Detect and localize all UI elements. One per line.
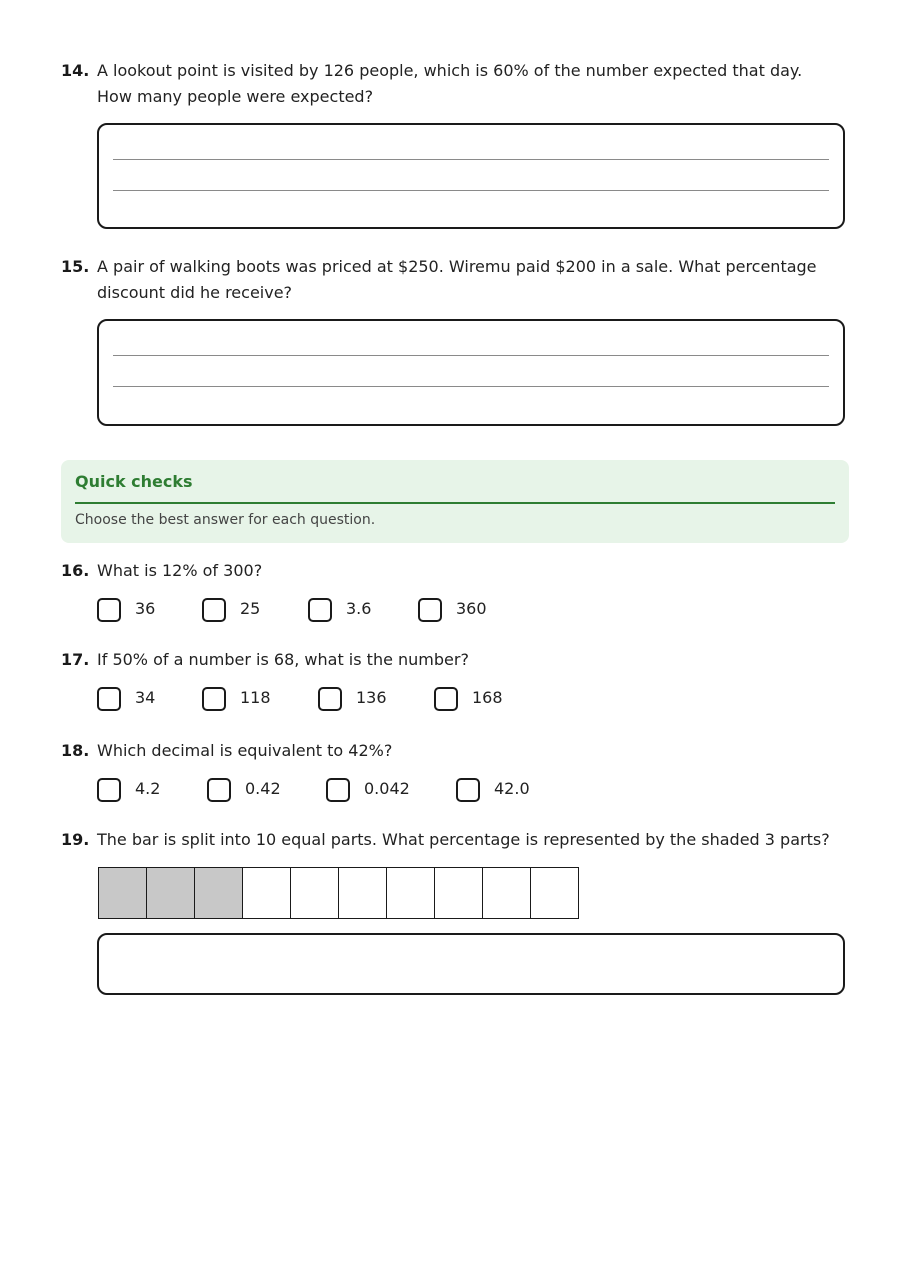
question-number: 17. xyxy=(61,650,90,669)
option-label: 36 xyxy=(135,599,156,618)
answer-line xyxy=(113,190,829,191)
checkbox[interactable] xyxy=(97,687,121,711)
quick-checks-title: Quick checks xyxy=(75,472,193,491)
bar-part xyxy=(339,867,387,919)
bar-part xyxy=(291,867,339,919)
checkbox[interactable] xyxy=(326,778,350,802)
option-label: 3.6 xyxy=(346,599,372,618)
percentage-bar xyxy=(98,867,579,919)
answer-box-15[interactable] xyxy=(97,319,845,426)
answer-box-19[interactable] xyxy=(97,933,845,995)
checkbox[interactable] xyxy=(202,687,226,711)
checkbox[interactable] xyxy=(318,687,342,711)
bar-part-shaded xyxy=(147,867,195,919)
option-label: 42.0 xyxy=(494,779,530,798)
question-text: What is 12% of 300? xyxy=(97,561,263,580)
option-label: 168 xyxy=(472,688,503,707)
question-number: 19. xyxy=(61,830,90,849)
answer-line xyxy=(113,386,829,387)
question-text: If 50% of a number is 68, what is the number? xyxy=(97,650,469,669)
checkbox[interactable] xyxy=(202,598,226,622)
question-number: 15. xyxy=(61,257,90,276)
question-text: The bar is split into 10 equal parts. What percentage is represented by the shaded 3 parts? xyxy=(97,830,830,849)
option-label: 25 xyxy=(240,599,261,618)
option-label: 360 xyxy=(456,599,487,618)
checkbox[interactable] xyxy=(97,598,121,622)
bar-part xyxy=(531,867,579,919)
answer-line xyxy=(113,159,829,160)
checkbox[interactable] xyxy=(97,778,121,802)
bar-part xyxy=(435,867,483,919)
option-label: 136 xyxy=(356,688,387,707)
answer-line xyxy=(113,355,829,356)
divider xyxy=(75,502,835,504)
checkbox[interactable] xyxy=(308,598,332,622)
bar-part xyxy=(387,867,435,919)
question-number: 16. xyxy=(61,561,90,580)
checkbox[interactable] xyxy=(207,778,231,802)
option-label: 34 xyxy=(135,688,156,707)
checkbox[interactable] xyxy=(434,687,458,711)
question-text: A lookout point is visited by 126 people, which is 60% of the number expected that day. How many people were expected? xyxy=(97,61,803,106)
option-label: 4.2 xyxy=(135,779,161,798)
bar-part xyxy=(243,867,291,919)
option-label: 0.42 xyxy=(245,779,281,798)
option-label: 118 xyxy=(240,688,271,707)
option-label: 0.042 xyxy=(364,779,410,798)
answer-box-14[interactable] xyxy=(97,123,845,229)
checkbox[interactable] xyxy=(418,598,442,622)
question-text: Which decimal is equivalent to 42%? xyxy=(97,741,393,760)
bar-part xyxy=(483,867,531,919)
question-number: 14. xyxy=(61,61,90,80)
question-text: A pair of walking boots was priced at $250. Wiremu paid $200 in a sale. What percentage discount did he receive? xyxy=(97,257,817,302)
bar-part-shaded xyxy=(99,867,147,919)
quick-checks-panel xyxy=(61,460,849,543)
quick-checks-instructions: Choose the best answer for each question. xyxy=(75,512,376,528)
question-number: 18. xyxy=(61,741,90,760)
bar-part-shaded xyxy=(195,867,243,919)
checkbox[interactable] xyxy=(456,778,480,802)
